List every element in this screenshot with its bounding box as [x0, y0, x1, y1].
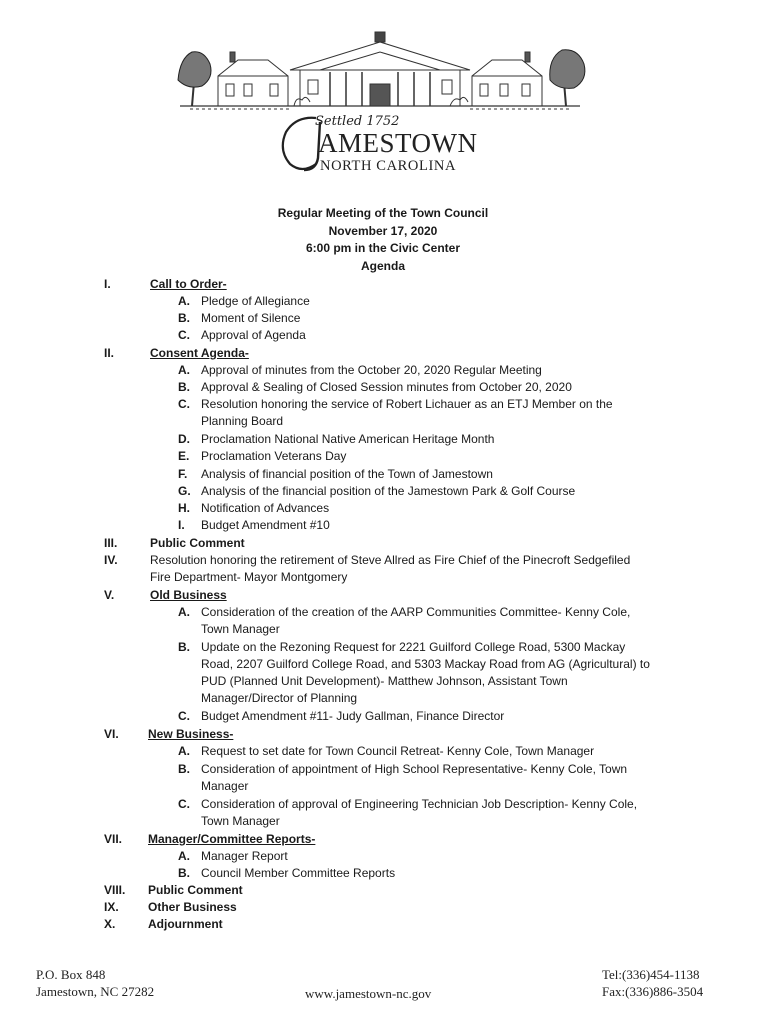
agenda-item: Proclamation Veterans Day: [201, 449, 347, 463]
section-number: VII.: [104, 832, 123, 846]
agenda-item: Pledge of Allegiance: [201, 294, 310, 308]
section-title-other-business: Other Business: [148, 900, 237, 914]
item-letter: D.: [178, 432, 190, 446]
agenda-item: Proclamation National Native American Heritage Month: [201, 432, 495, 446]
agenda-item-continued: Planning Board: [201, 414, 284, 428]
agenda-item: Approval of Agenda: [201, 328, 306, 342]
item-letter: G.: [178, 484, 191, 498]
section-number: IV.: [104, 553, 118, 567]
agenda-item: Request to set date for Town Council Retreat- Kenny Cole, Town Manager: [201, 744, 595, 758]
footer-po-box: P.O. Box 848: [36, 967, 106, 982]
item-letter: C.: [178, 709, 190, 723]
section-title-manager-committee-reports: Manager/Committee Reports-: [148, 832, 316, 846]
item-letter: B.: [178, 866, 190, 880]
meeting-agenda-heading: Agenda: [360, 258, 405, 273]
agenda-item-continued: Town Manager: [201, 622, 280, 636]
item-letter: A.: [178, 363, 190, 377]
logo-town-name: AMESTOWN: [318, 128, 478, 158]
footer-contact: [602, 966, 703, 1000]
item-letter: A.: [178, 744, 190, 758]
item-letter: A.: [178, 294, 190, 308]
section-number: III.: [104, 536, 118, 550]
item-letter: A.: [178, 605, 190, 619]
section-number: VIII.: [104, 883, 126, 897]
item-letter: C.: [178, 328, 190, 342]
agenda-item: Notification of Advances: [201, 501, 330, 515]
meeting-date: November 17, 2020: [328, 223, 438, 238]
agenda-item: Manager Report: [201, 849, 288, 863]
item-letter: B.: [178, 380, 190, 394]
footer-city: Jamestown, NC 27282: [36, 984, 155, 999]
agenda-item-continued: Manager/Director of Planning: [201, 691, 358, 705]
town-hall-illustration: [170, 30, 590, 112]
agenda-item: Council Member Committee Reports: [201, 866, 396, 880]
agenda-item: Approval of minutes from the October 20, 2020 Regular Meeting: [201, 363, 542, 377]
section-resolution-text-continued: Fire Department- Mayor Montgomery: [150, 570, 348, 584]
agenda-item: Budget Amendment #11- Judy Gallman, Finance Director: [201, 709, 505, 723]
section-number: IX.: [104, 900, 119, 914]
footer-website-link[interactable]: www.jamestown-nc.gov: [305, 986, 432, 1001]
section-title-consent-agenda: Consent Agenda-: [150, 346, 249, 360]
section-number: I.: [104, 277, 111, 291]
section-number: V.: [104, 588, 115, 602]
footer-tel: Tel:(336)454-1138: [602, 967, 700, 982]
agenda-item: Consideration of approval of Engineering Technician Job Description- Kenny Cole,: [201, 797, 638, 811]
item-letter: C.: [178, 797, 190, 811]
section-title-public-comment: Public Comment: [150, 536, 245, 550]
item-letter: C.: [178, 397, 190, 411]
footer-fax: Fax:(336)886-3504: [602, 984, 704, 999]
agenda-item: Update on the Rezoning Request for 2221 Guilford College Road, 5300 Mackay: [201, 640, 626, 654]
item-letter: I.: [178, 518, 185, 532]
logo-state-name: NORTH CAROLINA: [320, 158, 457, 174]
item-letter: F.: [178, 467, 188, 481]
logo-settled-text: Settled 1752: [315, 114, 400, 129]
section-title-old-business: Old Business: [150, 588, 227, 602]
agenda-item: Consideration of the creation of the AARP Communities Committee- Kenny Cole,: [201, 605, 631, 619]
section-title-call-to-order: Call to Order-: [150, 277, 227, 291]
item-letter: B.: [178, 640, 190, 654]
item-letter: H.: [178, 501, 190, 515]
agenda-item-continued: Manager: [201, 779, 249, 793]
meeting-title-block: [0, 205, 770, 275]
section-title-adjournment: Adjournment: [148, 917, 223, 931]
agenda-item: Budget Amendment #10: [201, 518, 330, 532]
section-number: II.: [104, 346, 115, 360]
section-title-new-business: New Business-: [148, 727, 234, 741]
item-letter: B.: [178, 311, 190, 325]
agenda-item: Resolution honoring the service of Robert Lichauer as an ETJ Member on the: [201, 397, 613, 411]
meeting-title: Regular Meeting of the Town Council: [277, 206, 489, 220]
agenda-item: Approval & Sealing of Closed Session minutes from October 20, 2020: [201, 380, 572, 394]
section-title-public-comment-2: Public Comment: [148, 883, 243, 897]
item-letter: A.: [178, 849, 190, 863]
agenda-item: Moment of Silence: [201, 311, 301, 325]
agenda-item-continued: Road, 2207 Guilford College Road, and 5303 Mackay Road from AG (Agricultural) to: [201, 657, 650, 671]
section-number: X.: [104, 917, 116, 931]
section-number: VI.: [104, 727, 119, 741]
agenda-item-continued: Town Manager: [201, 814, 280, 828]
agenda-item: Analysis of the financial position of the Jamestown Park & Golf Course: [201, 484, 576, 498]
footer-address: [36, 966, 154, 1000]
agenda-item: Consideration of appointment of High School Representative- Kenny Cole, Town: [201, 762, 628, 776]
agenda-item: Analysis of financial position of the Town of Jamestown: [201, 467, 493, 481]
item-letter: B.: [178, 762, 190, 776]
agenda-item-continued: PUD (Planned Unit Development)- Matthew Johnson, Assistant Town: [201, 674, 568, 688]
section-resolution-text: Resolution honoring the retirement of Steve Allred as Fire Chief of the Pinecroft Sedgefiled: [150, 553, 631, 567]
meeting-time-location: 6:00 pm in the Civic Center: [305, 241, 461, 255]
item-letter: E.: [178, 449, 190, 463]
